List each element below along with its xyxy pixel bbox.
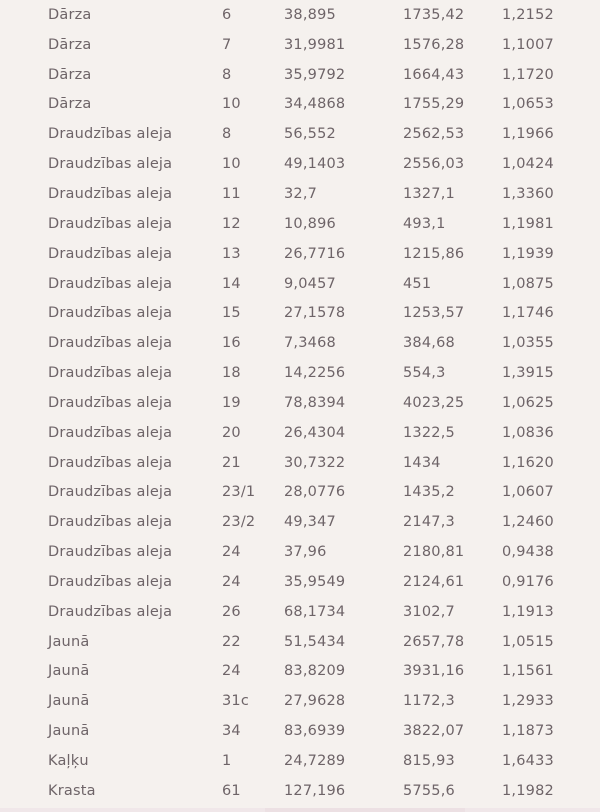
- table-row: [0, 90, 600, 120]
- street-cell: Draudzības aleja: [48, 215, 173, 232]
- amount-cell: 2657,78: [403, 633, 465, 650]
- amount-cell: 1735,42: [403, 6, 465, 23]
- area-cell: 31,9981: [284, 36, 346, 53]
- house-number-cell: 16: [222, 335, 241, 352]
- street-cell: Draudzības aleja: [48, 603, 173, 620]
- amount-cell: 1215,86: [403, 245, 465, 262]
- table-row: [0, 597, 600, 627]
- house-number-cell: 11: [222, 185, 241, 202]
- area-cell: 14,2256: [284, 365, 346, 382]
- house-number-cell: 22: [222, 633, 241, 650]
- coefficient-cell: 1,1981: [502, 215, 554, 232]
- street-cell: Draudzības aleja: [48, 305, 173, 322]
- coefficient-cell: 1,1007: [502, 36, 554, 53]
- street-cell: Draudzības aleja: [48, 544, 173, 561]
- area-cell: 68,1734: [284, 603, 346, 620]
- amount-cell: 2147,3: [403, 514, 455, 531]
- street-cell: Jaunā: [48, 723, 90, 740]
- area-cell: 7,3468: [284, 335, 336, 352]
- coefficient-cell: 1,2460: [502, 514, 554, 531]
- house-number-cell: 23/1: [222, 484, 256, 501]
- amount-cell: 815,93: [403, 753, 455, 770]
- house-number-cell: 61: [222, 782, 241, 799]
- house-number-cell: 12: [222, 215, 241, 232]
- street-cell: Draudzības aleja: [48, 484, 173, 501]
- table-row: [0, 209, 600, 239]
- amount-cell: 3822,07: [403, 723, 465, 740]
- amount-cell: 1322,5: [403, 424, 455, 441]
- table-row: [0, 686, 600, 716]
- coefficient-cell: 1,1966: [502, 126, 554, 143]
- table-row: [0, 388, 600, 418]
- coefficient-cell: 1,0653: [502, 96, 554, 113]
- coefficient-cell: 1,0515: [502, 633, 554, 650]
- amount-cell: 1172,3: [403, 693, 455, 710]
- street-cell: Draudzības aleja: [48, 365, 173, 382]
- table-row: [0, 567, 600, 597]
- table-row: [0, 60, 600, 90]
- table-row: [0, 149, 600, 179]
- area-cell: 83,8209: [284, 663, 346, 680]
- table-row: [0, 298, 600, 328]
- table-row: [0, 627, 600, 657]
- table-row: [0, 478, 600, 508]
- amount-cell: 1327,1: [403, 185, 455, 202]
- table-row: [0, 179, 600, 209]
- street-cell: Draudzības aleja: [48, 126, 173, 143]
- street-cell: Draudzības aleja: [48, 424, 173, 441]
- street-cell: Draudzības aleja: [48, 573, 173, 590]
- street-cell: Jaunā: [48, 693, 90, 710]
- house-number-cell: 1: [222, 753, 232, 770]
- coefficient-cell: 1,0836: [502, 424, 554, 441]
- amount-cell: 2562,53: [403, 126, 465, 143]
- amount-cell: 1576,28: [403, 36, 465, 53]
- street-cell: Draudzības aleja: [48, 394, 173, 411]
- house-number-cell: 14: [222, 275, 241, 292]
- house-number-cell: 21: [222, 454, 241, 471]
- area-cell: 56,552: [284, 126, 336, 143]
- street-cell: Draudzības aleja: [48, 185, 173, 202]
- house-number-cell: 23/2: [222, 514, 256, 531]
- amount-cell: 554,3: [403, 365, 446, 382]
- coefficient-cell: 1,0875: [502, 275, 554, 292]
- amount-cell: 1434: [403, 454, 441, 471]
- amount-cell: 2180,81: [403, 544, 465, 561]
- table-row: [0, 657, 600, 687]
- table-row: [0, 776, 600, 806]
- area-cell: 78,8394: [284, 394, 346, 411]
- area-cell: 83,6939: [284, 723, 346, 740]
- house-number-cell: 19: [222, 394, 241, 411]
- house-number-cell: 15: [222, 305, 241, 322]
- area-cell: 30,7322: [284, 454, 346, 471]
- house-number-cell: 7: [222, 36, 232, 53]
- table-row: [0, 0, 600, 30]
- coefficient-cell: 1,1873: [502, 723, 554, 740]
- coefficient-cell: 1,1982: [502, 782, 554, 799]
- house-number-cell: 8: [222, 126, 232, 143]
- coefficient-cell: 1,1913: [502, 603, 554, 620]
- house-number-cell: 34: [222, 723, 241, 740]
- amount-cell: 3931,16: [403, 663, 465, 680]
- house-number-cell: 24: [222, 544, 241, 561]
- coefficient-cell: 1,3360: [502, 185, 554, 202]
- area-cell: 26,7716: [284, 245, 346, 262]
- coefficient-cell: 1,0625: [502, 394, 554, 411]
- street-cell: Jaunā: [48, 663, 90, 680]
- street-cell: Draudzības aleja: [48, 514, 173, 531]
- street-cell: Jaunā: [48, 633, 90, 650]
- table-row: [0, 269, 600, 299]
- area-cell: 49,1403: [284, 156, 346, 173]
- coefficient-cell: 1,1939: [502, 245, 554, 262]
- area-cell: 28,0776: [284, 484, 346, 501]
- house-number-cell: 24: [222, 663, 241, 680]
- table-row: [0, 328, 600, 358]
- table-row: [0, 119, 600, 149]
- amount-cell: 2556,03: [403, 156, 465, 173]
- house-number-cell: 10: [222, 156, 241, 173]
- coefficient-cell: 1,2933: [502, 693, 554, 710]
- area-cell: 49,347: [284, 514, 336, 531]
- bottom-divider-segment: [265, 808, 465, 812]
- coefficient-cell: 0,9176: [502, 573, 554, 590]
- area-cell: 37,96: [284, 544, 327, 561]
- amount-cell: 451: [403, 275, 432, 292]
- table-row: [0, 358, 600, 388]
- area-cell: 27,1578: [284, 305, 346, 322]
- amount-cell: 4023,25: [403, 394, 465, 411]
- street-cell: Draudzības aleja: [48, 335, 173, 352]
- house-number-cell: 10: [222, 96, 241, 113]
- coefficient-cell: 1,1720: [502, 66, 554, 83]
- table-row: [0, 239, 600, 269]
- street-cell: Draudzības aleja: [48, 245, 173, 262]
- area-cell: 35,9549: [284, 573, 346, 590]
- area-cell: 127,196: [284, 782, 346, 799]
- amount-cell: 1253,57: [403, 305, 465, 322]
- table-row: [0, 418, 600, 448]
- bottom-divider: [0, 808, 600, 812]
- coefficient-cell: 1,0355: [502, 335, 554, 352]
- street-cell: Dārza: [48, 96, 92, 113]
- amount-cell: 1755,29: [403, 96, 465, 113]
- area-cell: 9,0457: [284, 275, 336, 292]
- amount-cell: 1435,2: [403, 484, 455, 501]
- street-cell: Dārza: [48, 36, 92, 53]
- house-number-cell: 18: [222, 365, 241, 382]
- table-row: [0, 537, 600, 567]
- table-row: [0, 448, 600, 478]
- area-cell: 51,5434: [284, 633, 346, 650]
- street-cell: Dārza: [48, 66, 92, 83]
- coefficient-cell: 1,1746: [502, 305, 554, 322]
- street-cell: Draudzības aleja: [48, 156, 173, 173]
- table-row: [0, 30, 600, 60]
- area-cell: 26,4304: [284, 424, 346, 441]
- coefficient-cell: 1,3915: [502, 365, 554, 382]
- amount-cell: 3102,7: [403, 603, 455, 620]
- area-cell: 27,9628: [284, 693, 346, 710]
- house-number-cell: 24: [222, 573, 241, 590]
- street-cell: Kaļķu: [48, 753, 89, 770]
- coefficient-cell: 1,2152: [502, 6, 554, 23]
- street-cell: Draudzības aleja: [48, 454, 173, 471]
- coefficient-cell: 1,0424: [502, 156, 554, 173]
- street-cell: Draudzības aleja: [48, 275, 173, 292]
- amount-cell: 1664,43: [403, 66, 465, 83]
- house-number-cell: 31c: [222, 693, 250, 710]
- amount-cell: 2124,61: [403, 573, 465, 590]
- house-number-cell: 20: [222, 424, 241, 441]
- area-cell: 34,4868: [284, 96, 346, 113]
- table-row: [0, 746, 600, 776]
- house-number-cell: 8: [222, 66, 232, 83]
- coefficient-cell: 1,0607: [502, 484, 554, 501]
- area-cell: 24,7289: [284, 753, 346, 770]
- area-cell: 35,9792: [284, 66, 346, 83]
- table-row: [0, 716, 600, 746]
- street-cell: Krasta: [48, 782, 96, 799]
- house-number-cell: 13: [222, 245, 241, 262]
- coefficient-cell: 0,9438: [502, 544, 554, 561]
- house-number-cell: 26: [222, 603, 241, 620]
- area-cell: 38,895: [284, 6, 336, 23]
- coefficient-cell: 1,1620: [502, 454, 554, 471]
- coefficient-cell: 1,6433: [502, 753, 554, 770]
- house-number-cell: 6: [222, 6, 232, 23]
- amount-cell: 384,68: [403, 335, 455, 352]
- coefficient-cell: 1,1561: [502, 663, 554, 680]
- amount-cell: 493,1: [403, 215, 446, 232]
- area-cell: 10,896: [284, 215, 336, 232]
- table-row: [0, 507, 600, 537]
- street-cell: Dārza: [48, 6, 92, 23]
- area-cell: 32,7: [284, 185, 318, 202]
- amount-cell: 5755,6: [403, 782, 455, 799]
